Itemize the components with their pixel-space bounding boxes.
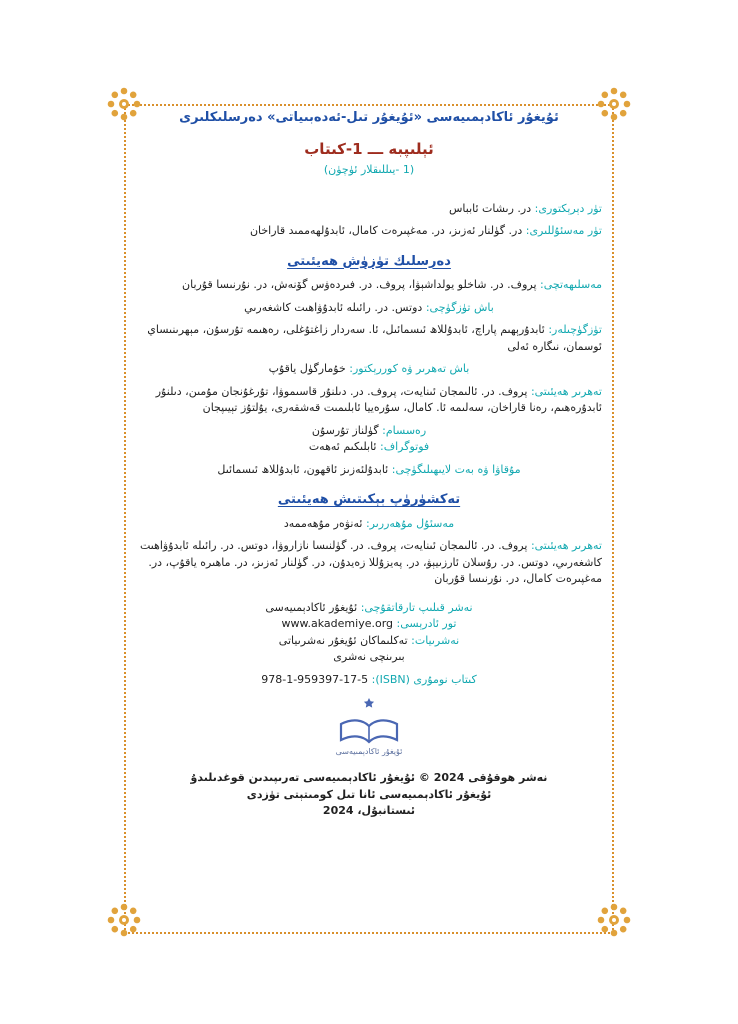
- compilers-value: ئابدۇرېھىم پاراچ، ئابدۇللاھ ئىسمائىل، ئا. سەردار زاغتۇغلى، رەھىمە تۇرسۇن، مېھرىنىساي ئوسمان، نىگارە ئەلى: [147, 323, 602, 353]
- chief-editor-proof-value: خۇمارگۈل ياقۇپ: [268, 362, 346, 375]
- illustrator-line: [136, 423, 602, 440]
- project-leads: [130, 201, 608, 240]
- isbn-label: كىتاب نومۇرى (ISBN):: [371, 672, 477, 686]
- isbn-value: 978-1-959397-17-5: [261, 672, 369, 686]
- review-board-value: پروف. در. ئالىمجان ئىنايەت، پروف. در. گۈلنىسا نازاروۋا، دوتس. در. رائىلە ئابدۇۋاھىت كاشغەرىي، دوتس. در. رۇسلان ئارزىيېۋ، در. پەيزۇللا زەيدۇن، در. گۈلنار ئەزىز، در. ماھىرە ياقۇپ، در. مەغپىرەت كامال، در. نۇرنىسا قۇربان: [139, 539, 602, 585]
- advisors-value: پروف. در. شاخلو يولداشېۋا، پروف. در. فىردەۋس گۆنەش، در. نۇرنىسا قۇربان: [182, 278, 537, 291]
- review-chief-value: ئەنۋەر مۇھەممەد: [283, 516, 363, 530]
- organizer-value: ئۇيغۇر ئاكادېمىيەسى: [265, 600, 358, 614]
- review-committee-title: تەكشۈرۈپ بېكىتىش ھەيئىتى: [277, 492, 461, 507]
- website-line: [130, 616, 608, 633]
- logo-caption: ئۇيغۇر ئاكادېمىيەسى: [335, 747, 403, 756]
- project-managers-line: [136, 223, 602, 240]
- isbn-line: [130, 672, 608, 689]
- chief-editor-proof-line: [136, 361, 602, 378]
- edition-line: بىرىنچى نەشرى: [333, 650, 405, 663]
- publisher-label: نەشرىيات:: [411, 633, 460, 647]
- review-board-label: تەھرىر ھەيئىتى:: [530, 539, 602, 552]
- footer: [130, 770, 608, 820]
- organizer-line: [130, 600, 608, 617]
- layout-design-line: [136, 462, 602, 479]
- review-board-line: [136, 538, 602, 588]
- photographer-label: فوتوگراف:: [380, 440, 430, 453]
- compilers-label: تۈزگۈچىلەر:: [548, 323, 602, 336]
- organizer-label: نەشر قىلىپ تارقاتقۇچى:: [360, 600, 473, 614]
- layout-design-value: ئابدۇلئەزىز ئاقھون، ئابدۇللاھ ئىسمائىل: [217, 462, 389, 476]
- chief-editor-value: در. رىشات ئابباس: [448, 201, 532, 215]
- publisher-line: [130, 633, 608, 650]
- illustrator-label: رەسسام:: [382, 423, 427, 437]
- editorial-board-line: [136, 384, 602, 417]
- layout-design-label: مۇقاۋا ۋە بەت لايىھىلىگۈچى:: [391, 462, 521, 476]
- copyright-line: نەشر ھوقۇقى 2024 © ئۇيغۇر ئاكادېمىيەسى تەرىپىدىن قوغدىلىدۇ: [190, 771, 548, 784]
- photographer-value: ئابلىكىم ئەھەت: [308, 440, 377, 453]
- place-year-line: ئىستانبۇل، 2024: [322, 804, 416, 817]
- chief-editor-proof-label: باش تەھرىر ۋە كوررېكتور:: [349, 362, 470, 375]
- editorial-committee: [130, 277, 608, 478]
- review-chief-line: [136, 516, 602, 533]
- chief-compiler-line: [136, 300, 602, 317]
- chief-editor-label: تۈر دېرېكتورى:: [534, 201, 602, 215]
- advisors-label: مەسلىھەتچى:: [540, 278, 602, 291]
- website-link[interactable]: www.akademiye.org: [281, 617, 394, 630]
- chief-compiler-value: دوتس. در. رائىلە ئابدۇۋاھىت كاشغەرىي: [244, 300, 423, 314]
- series-title: ئۇيغۇر ئاكادېمىيەسى «ئۇيغۇر تىل-ئەدەبىياتى» دەرسلىكلىرى: [179, 110, 559, 125]
- editorial-board-value: پروف. در. ئالىمجان ئىنايەت، پروف. در. دىلنۇر قاسىموۋا، تۇرغۇنجان مۇمىن، دىلنۇر ئابدۇرەھىم، رەنا قاراخان، سەلىمە ئا. كامال، سۇرەييا ئابلىمىت قەشقەرى، يۇلتۇز تېيىپجان: [155, 384, 602, 414]
- review-committee: [130, 516, 608, 588]
- colophon-page: [130, 100, 608, 820]
- review-chief-label: مەسئۇل مۇھەررىر:: [365, 516, 455, 530]
- volume-title: ئېلىپبە ـــ 1-كىتاب: [304, 139, 434, 158]
- website-label: تور ئادرېسى:: [396, 617, 457, 630]
- chief-compiler-label: باش تۈزگۈچى:: [425, 300, 494, 314]
- volume-subtitle: (1 -يىللىقلار ئۈچۈن): [323, 163, 415, 176]
- chief-editor-line: [136, 201, 602, 218]
- illustrator-value: گۈلناز تۇرسۇن: [311, 423, 379, 437]
- academy-logo-icon: [337, 694, 401, 748]
- advisors-line: [136, 277, 602, 294]
- project-managers-value: در. گۈلنار ئەزىز، در. مەغپىرەت كامال، ئابدۇلھەممىد قاراخان: [249, 224, 523, 237]
- editorial-committee-title: دەرسلىك تۈزۈش ھەيئىتى: [287, 253, 451, 269]
- compilers-line: [136, 322, 602, 355]
- flower-ornament-icon: [106, 902, 142, 938]
- publisher-value: تەكلىماكان ئۇيغۇر نەشرىياتى: [278, 633, 408, 647]
- editorial-board-label: تەھرىر ھەيئىتى:: [530, 384, 602, 398]
- photographer-line: [136, 439, 602, 456]
- prepared-by-line: ئۇيغۇر ئاكادېمىيەسى ئانا تىل كومىتېتى تۈزدى: [246, 787, 492, 801]
- flower-ornament-icon: [596, 902, 632, 938]
- publishing-info: [130, 600, 608, 689]
- project-managers-label: تۈر مەسئۇللىرى:: [525, 224, 602, 237]
